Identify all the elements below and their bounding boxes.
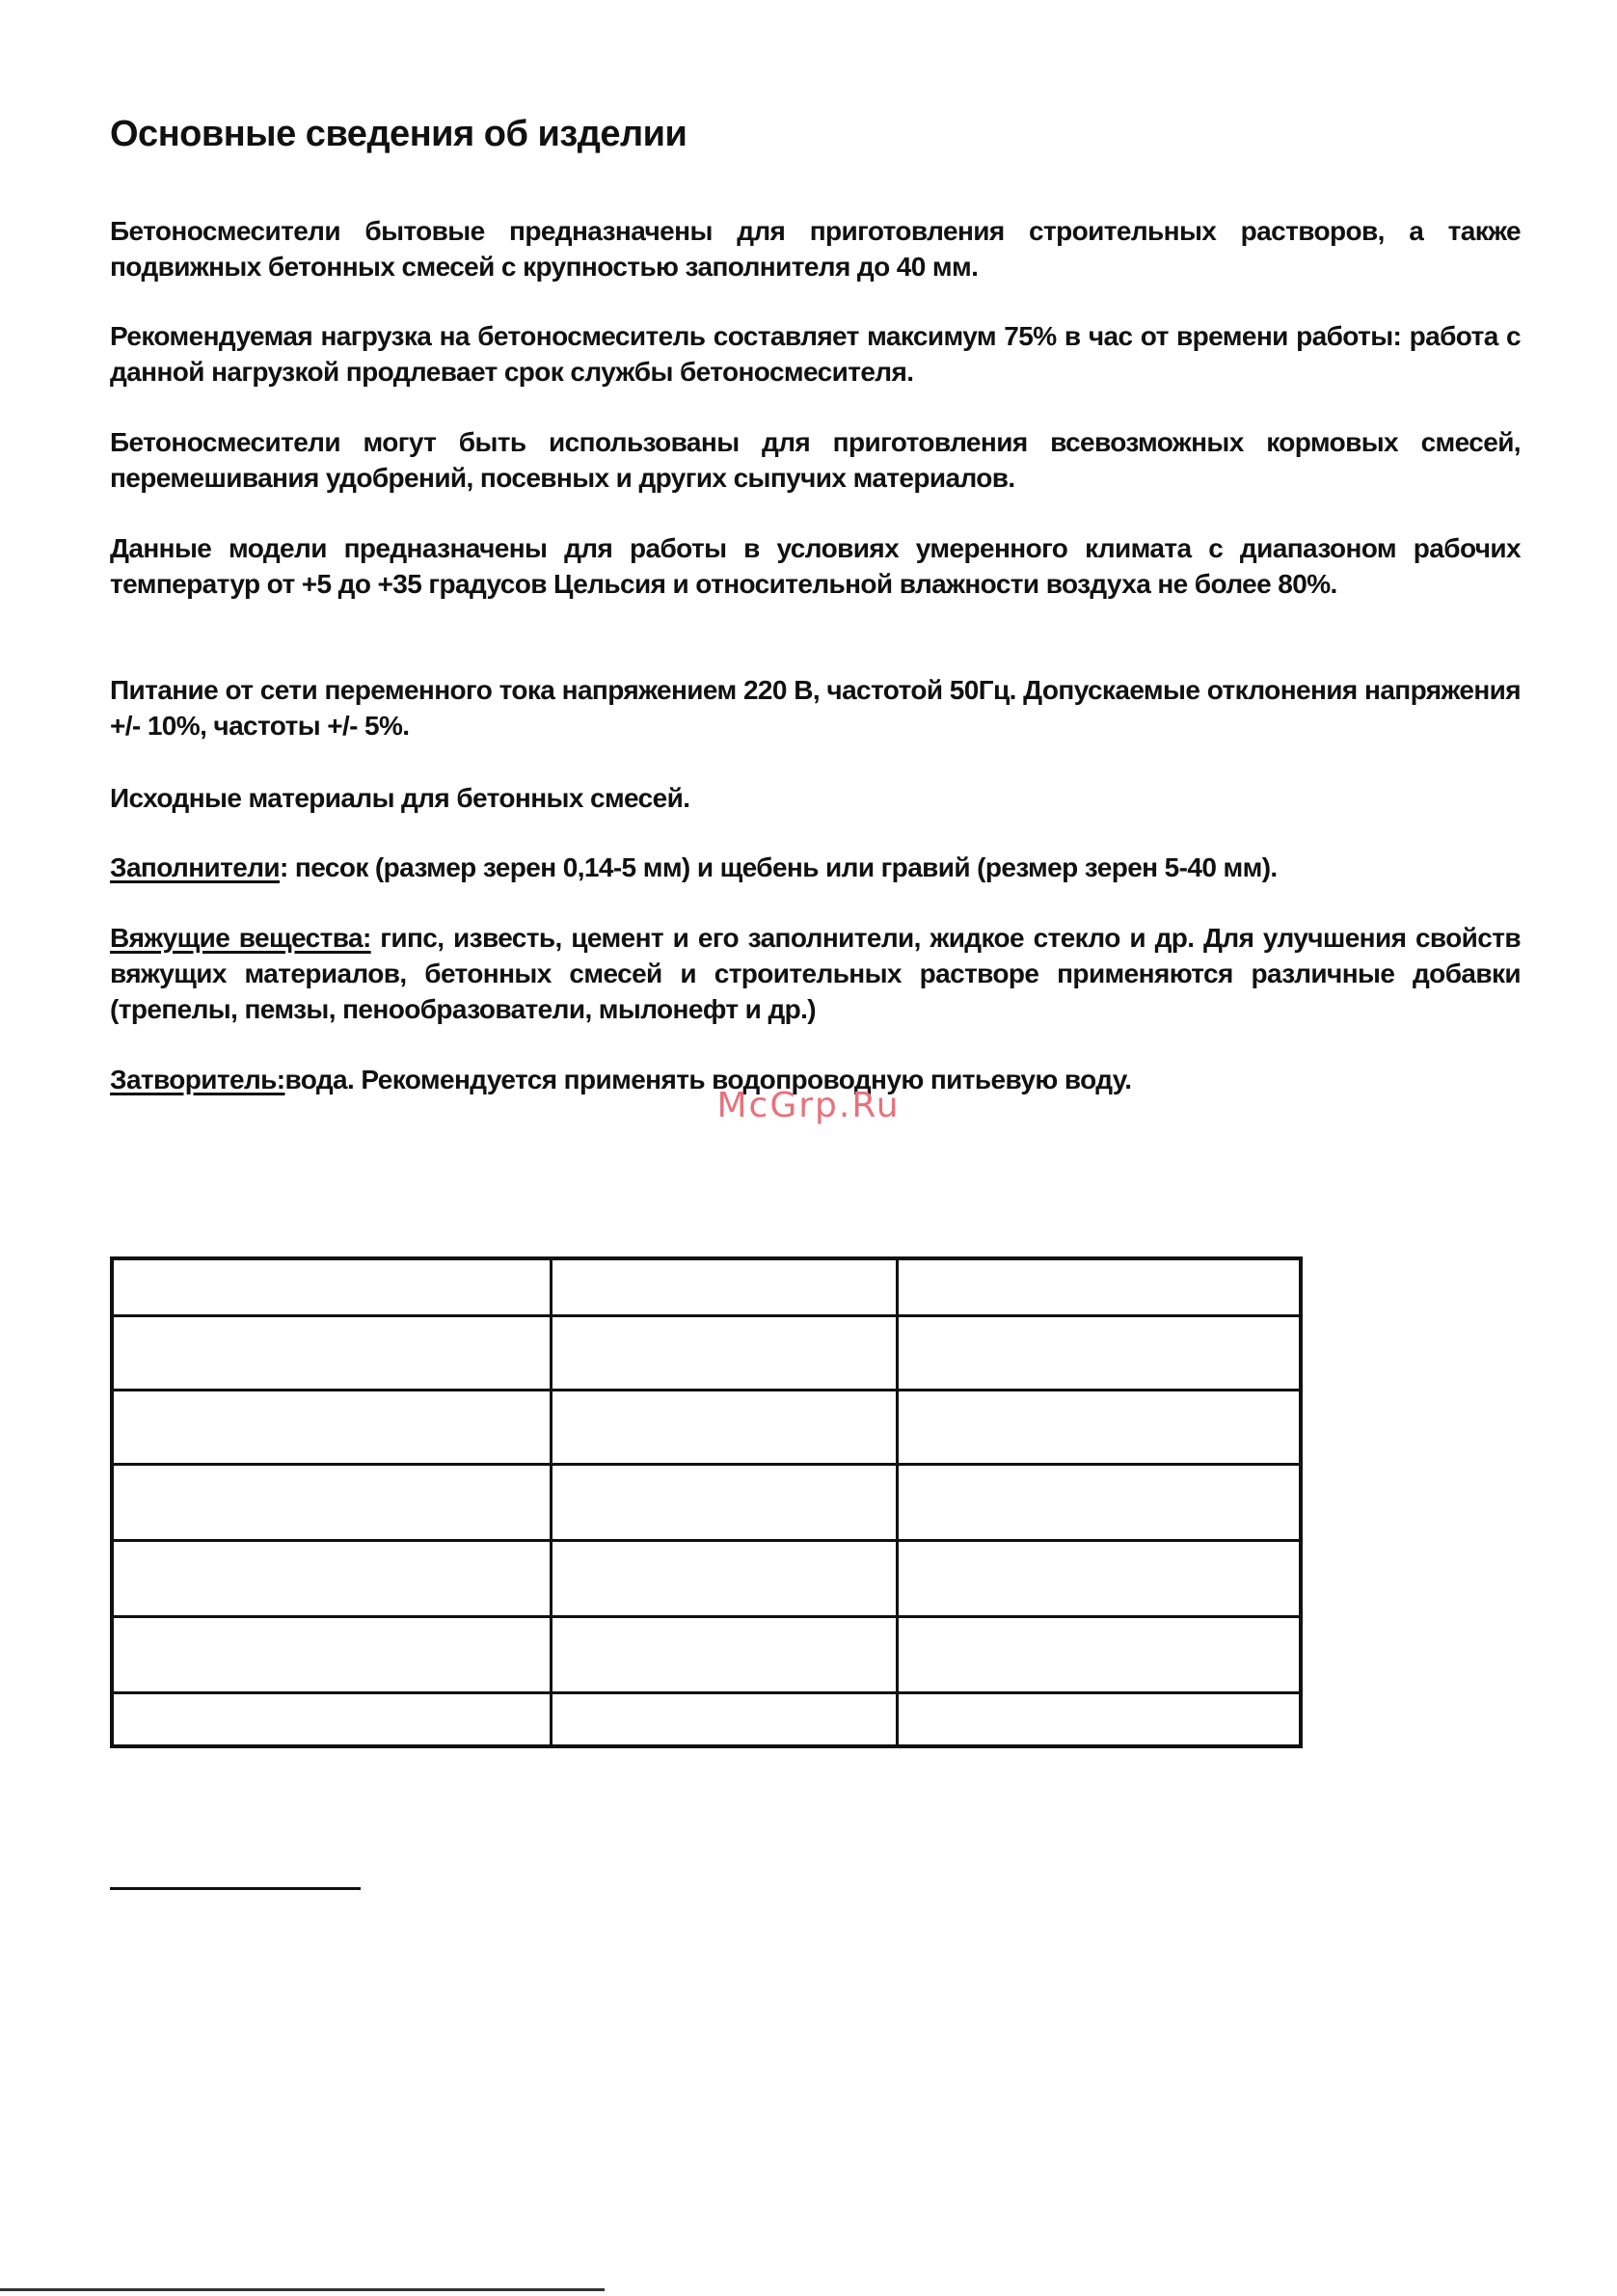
binders-term: Вяжущие вещества: bbox=[110, 923, 371, 953]
fillers-text: : песок (размер зерен 0,14-5 мм) и щебень или гравий (резмер зерен 5-40 мм). bbox=[280, 852, 1278, 882]
table-cell bbox=[897, 1464, 1301, 1540]
binders-text: гипс, известь, цемент и его заполнители, жидкое стекло и др. Для улучшения свойств вяжущих материалов, бетонных смесей и строительных растворе применяются различные добавки (трепелы, пемзы, пенообразователи, мылонефт и др.) bbox=[110, 923, 1521, 1024]
page-title: Основные сведения об изделии bbox=[110, 114, 687, 154]
watermark: McGrp.Ru bbox=[716, 1086, 901, 1125]
footnote-divider bbox=[110, 1887, 361, 1890]
table-cell bbox=[552, 1258, 898, 1315]
table-cell bbox=[112, 1258, 552, 1315]
table-row bbox=[112, 1616, 1301, 1692]
mixer-liquid-text: вода. Рекомендуется применять водопроводную питьевую воду. bbox=[284, 1065, 1132, 1094]
table-cell bbox=[112, 1315, 552, 1390]
table-cell bbox=[552, 1390, 898, 1464]
table-row bbox=[112, 1258, 1301, 1315]
table-cell bbox=[552, 1616, 898, 1692]
table-row bbox=[112, 1315, 1301, 1390]
table-cell bbox=[897, 1258, 1301, 1315]
paragraph-load: Рекомендуемая нагрузка на бетоносмеситель составляет максимум 75% в час от времени работы: работа с данной нагрузкой продлевает срок службы бетоносмесителя. bbox=[110, 321, 1521, 387]
page-bottom-divider bbox=[0, 2288, 605, 2291]
mixer-liquid-term: Затворитель: bbox=[110, 1065, 285, 1094]
fillers-term: Заполнители bbox=[110, 852, 281, 882]
paragraph-power: Питание от сети переменного тока напряжением 220 В, частотой 50Гц. Допускаемые отклонения напряжения +/- 10%, частоты +/- 5%. bbox=[110, 675, 1521, 741]
paragraph-binders bbox=[110, 920, 1521, 1027]
table-row bbox=[112, 1692, 1301, 1746]
table-row bbox=[112, 1540, 1301, 1616]
table-cell bbox=[552, 1464, 898, 1540]
table-cell bbox=[112, 1540, 552, 1616]
table-cell bbox=[897, 1692, 1301, 1746]
table-cell bbox=[897, 1540, 1301, 1616]
paragraph-materials-intro: Исходные материалы для бетонных смесей. bbox=[110, 783, 690, 813]
table-cell bbox=[112, 1616, 552, 1692]
table-cell bbox=[112, 1692, 552, 1746]
table-cell bbox=[552, 1540, 898, 1616]
paragraph-fillers bbox=[110, 850, 1521, 885]
table-row bbox=[112, 1390, 1301, 1464]
table-cell bbox=[552, 1315, 898, 1390]
table-cell bbox=[897, 1390, 1301, 1464]
paragraph-climate: Данные модели предназначены для работы в условиях умеренного климата с диапазоном рабочих температур от +5 до +35 градусов Цельсия и относительной влажности воздуха не более 80%. bbox=[110, 533, 1521, 599]
table-cell bbox=[112, 1390, 552, 1464]
table-row bbox=[112, 1464, 1301, 1540]
table-cell bbox=[552, 1692, 898, 1746]
paragraph-other-uses: Бетоносмесители могут быть использованы для приготовления всевозможных кормовых смесей, перемешивания удобрений, посевных и других сыпучих материалов. bbox=[110, 427, 1521, 493]
table-cell bbox=[112, 1464, 552, 1540]
table-cell bbox=[897, 1315, 1301, 1390]
paragraph-purpose: Бетоносмесители бытовые предназначены для приготовления строительных растворов, а также подвижных бетонных смесей с крупностью заполнителя до 40 мм. bbox=[110, 216, 1521, 282]
table-cell bbox=[897, 1616, 1301, 1692]
spec-table bbox=[110, 1256, 1303, 1748]
